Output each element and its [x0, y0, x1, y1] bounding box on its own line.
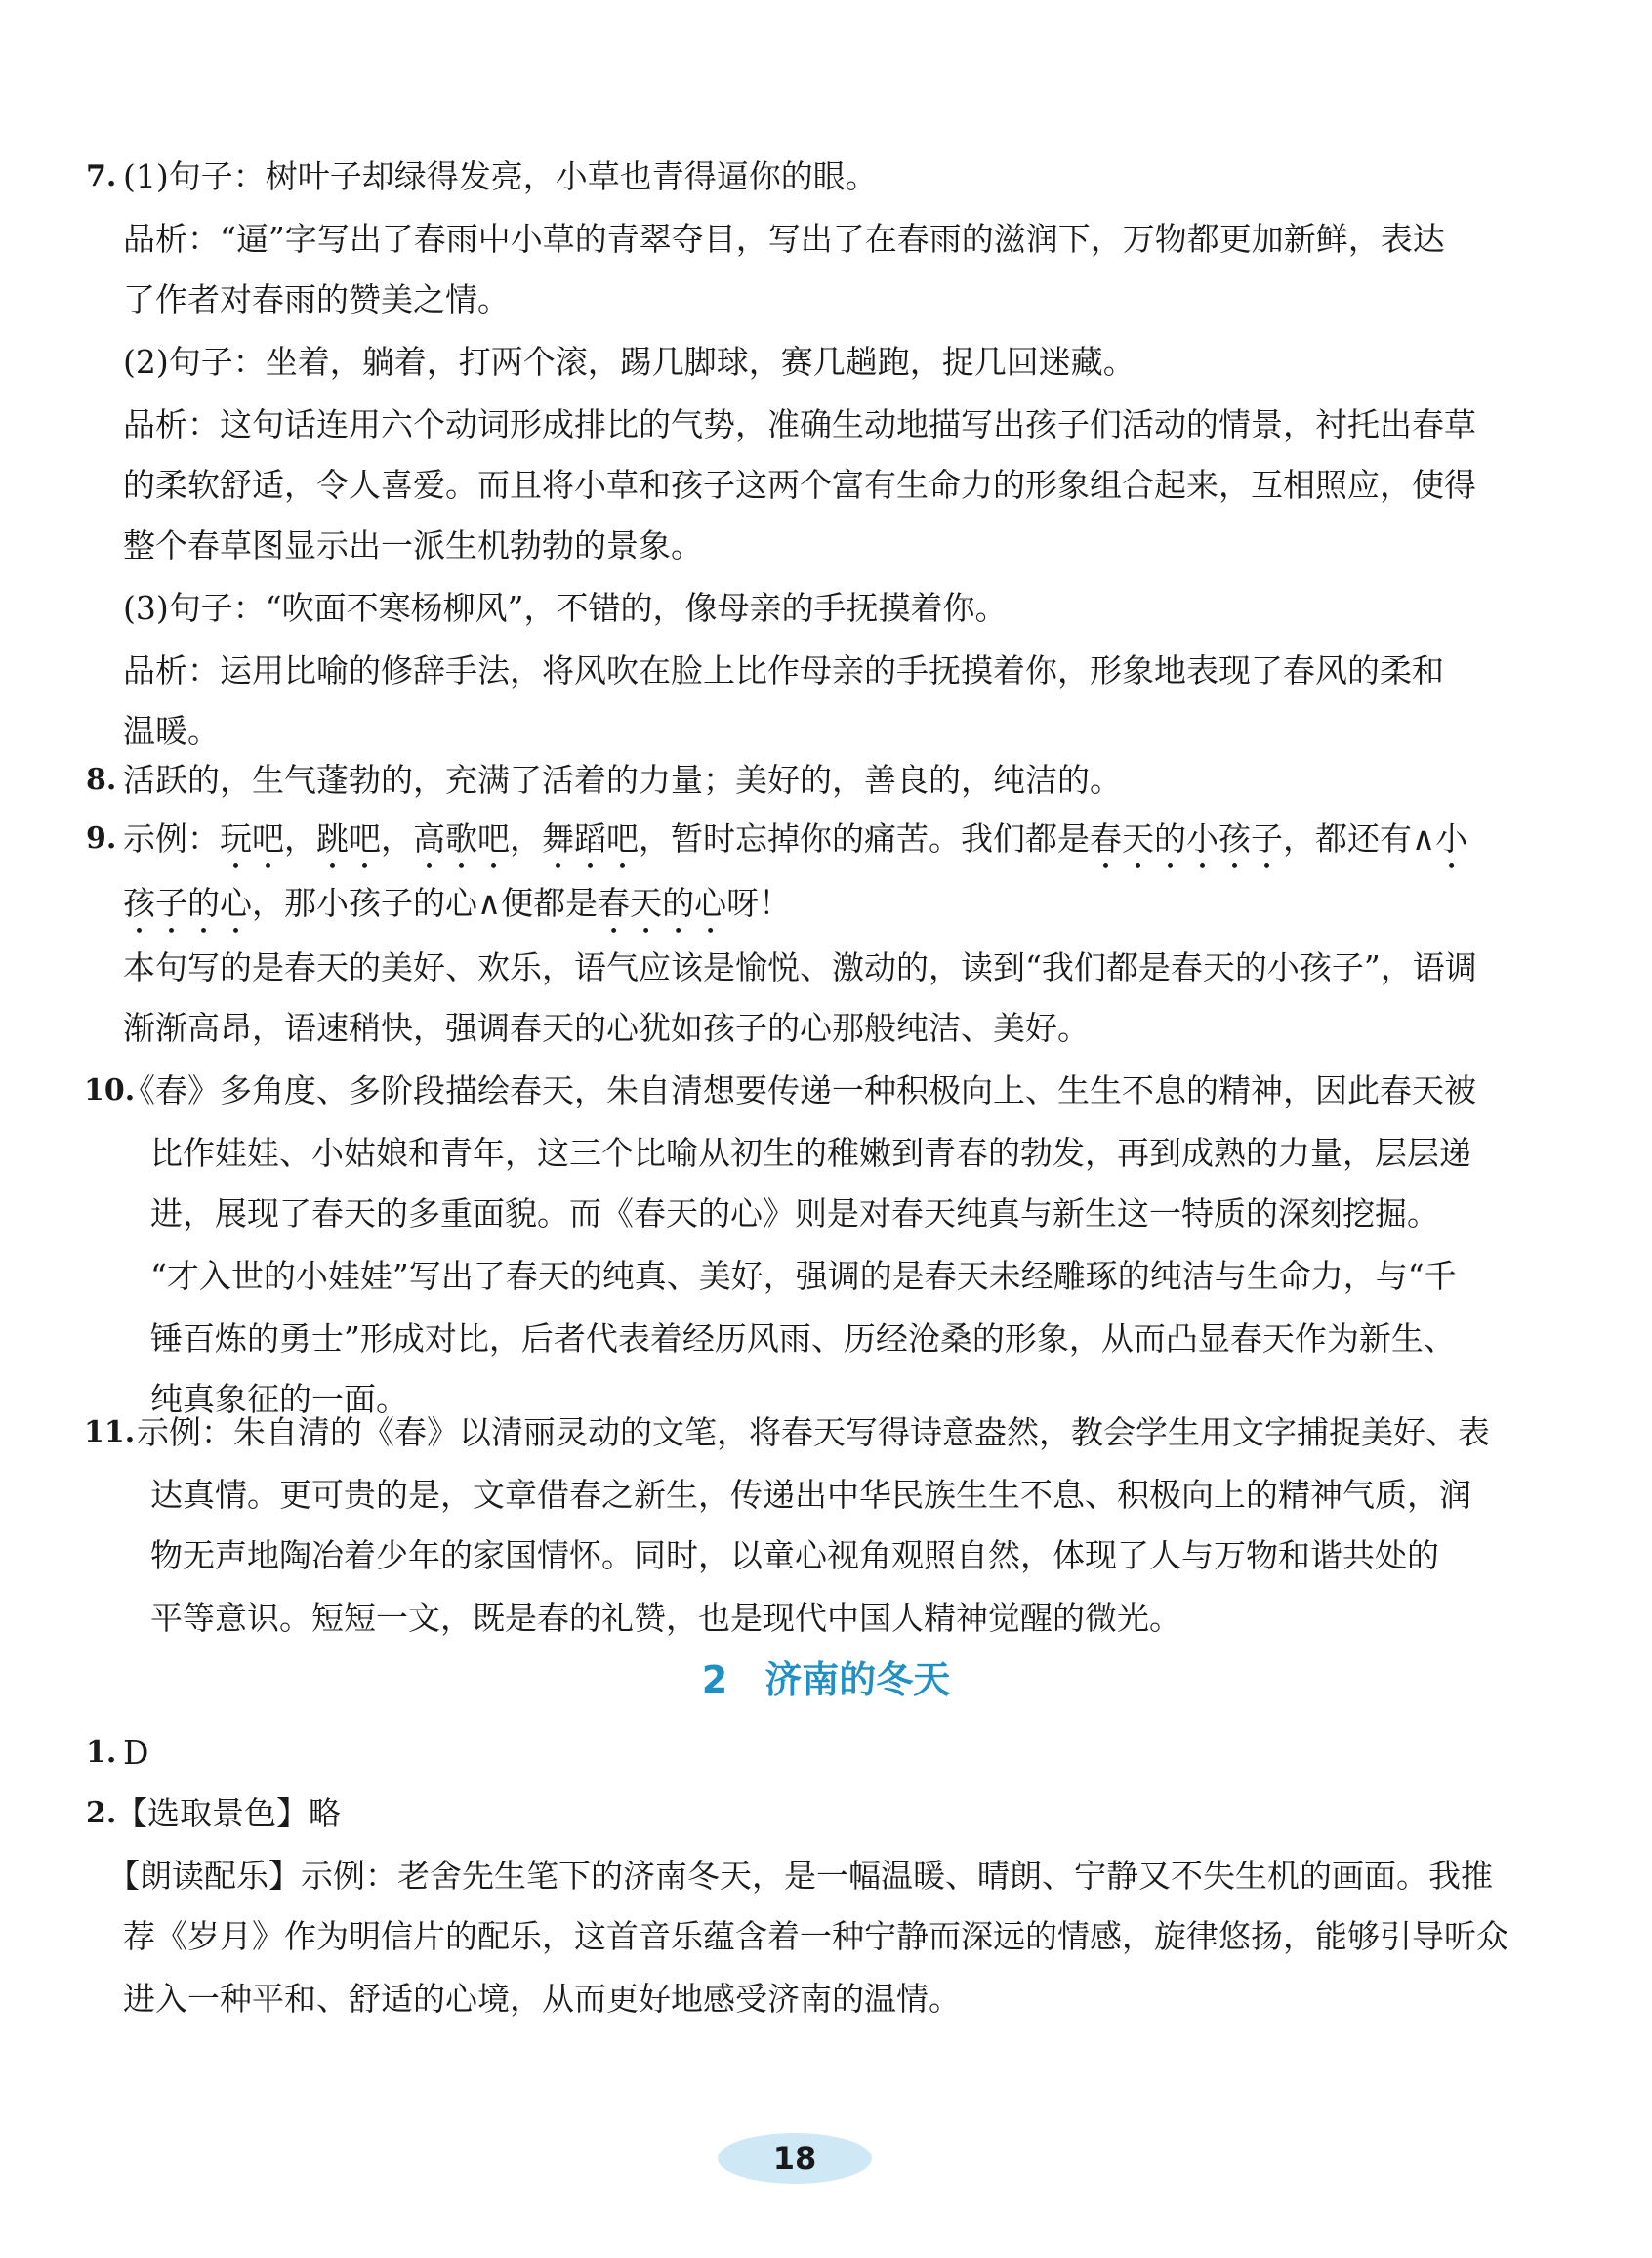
question-number: 2.	[86, 1796, 117, 1830]
question-number: 1.	[86, 1735, 117, 1770]
text-line: 【选取景色】略	[115, 1794, 341, 1832]
text-line: 达真情。更可贵的是，文章借春之新生，传递出中华民族生生不息、积极向上的精神气质，润	[150, 1476, 1471, 1514]
text-line: 品析：“逼”字写出了春雨中小草的青翠夺目，写出了在春雨的滋润下，万物都更加新鲜，表达	[123, 220, 1445, 258]
text-line: (3)句子：“吹面不寒杨柳风”，不错的，像母亲的手抚摸着你。	[123, 589, 1008, 627]
text-line: 品析：这句话连用六个动词形成排比的气势，准确生动地描写出孩子们活动的情景，衬托出春草	[123, 405, 1476, 443]
text-line: (2)句子：坐着，躺着，打两个滚，踢几脚球，赛几趟跑，捉几回迷藏。	[123, 343, 1136, 381]
answer-9	[86, 809, 1521, 1053]
emphasis-text: 小	[1435, 819, 1468, 857]
question-number: 8.	[86, 763, 117, 797]
text-line: 纯真象征的一面。	[150, 1380, 408, 1418]
answer-11	[86, 1402, 1521, 1652]
text-line: 渐渐高昂，语速稍快，强调春天的心犹如孩子的心那般纯洁、美好。	[123, 1009, 1090, 1047]
text-line: “才入世的小娃娃”写出了春天的纯真、美好，强调的是春天未经雕琢的纯洁与生命力，与“千	[150, 1257, 1457, 1295]
emphasis-text: 春天的心	[598, 884, 727, 922]
emphasis-text: 春天的小孩子	[1090, 819, 1283, 857]
page-number: 18	[772, 2140, 817, 2177]
text-line: 示例：玩吧，跳吧，高歌吧，舞蹈吧，暂时忘掉你的痛苦。我们都是春天的小孩子，都还有∧小	[123, 819, 1468, 857]
text-line: 【朗读配乐】示例：老舍先生笔下的济南冬天，是一幅温暖、晴朗、宁静又不失生机的画面。我推	[107, 1857, 1493, 1895]
text-line: 的柔软舒适，令人喜爱。而且将小草和孩子这两个富有生命力的形象组合起来，互相照应，使得	[123, 466, 1476, 504]
text-line: 《春》多角度、多阶段描绘春天，朱自清想要传递一种积极向上、生生不息的精神，因此春天被	[123, 1071, 1476, 1109]
text-line: 品析：运用比喻的修辞手法，将风吹在脸上比作母亲的手抚摸着你，形象地表现了春风的柔和	[123, 651, 1444, 690]
text-line: 孩子的心，那小孩子的心∧便都是春天的心呀！	[123, 884, 792, 922]
text-line: 了作者对春雨的赞美之情。	[123, 280, 510, 318]
text-line: 活跃的，生气蓬勃的，充满了活着的力量；美好的，善良的，纯洁的。	[123, 761, 1122, 799]
text-line: 平等意识。短短一文，既是春的礼赞，也是现代中国人精神觉醒的微光。	[150, 1599, 1181, 1637]
question-number: 11.	[84, 1415, 136, 1449]
section-answer-2	[86, 1783, 1521, 2028]
text-line: 进，展现了春天的多重面貌。而《春天的心》则是对春天纯真与新生这一特质的深刻挖掘。	[150, 1194, 1439, 1233]
text-line: D	[123, 1734, 149, 1772]
text-line: 温暖。	[123, 712, 220, 750]
emphasis-text: 玩吧，跳吧，高歌吧，舞蹈吧	[220, 819, 639, 857]
answer-8	[86, 750, 1521, 813]
text-line: 锤百炼的勇士”形成对比，后者代表着经历风雨、历经沧桑的形象，从而凸显春天作为新生、	[150, 1319, 1456, 1358]
text-line: (1)句子：树叶子却绿得发亮，小草也青得逼你的眼。	[123, 157, 878, 195]
question-number: 10.	[84, 1073, 136, 1108]
question-number: 9.	[86, 821, 117, 856]
text-line: 物无声地陶冶着少年的家国情怀。同时，以童心视角观照自然，体现了人与万物和谐共处的	[150, 1536, 1439, 1574]
emphasis-text: 孩子的心	[123, 884, 252, 922]
text-line: 本句写的是春天的美好、欢乐，语气应该是愉悦、激动的，读到“我们都是春天的小孩子”，语调	[123, 948, 1477, 986]
section-title: 2 济南的冬天	[701, 1658, 951, 1701]
text-line: 整个春草图显示出一派生机勃勃的景象。	[123, 526, 703, 564]
text-line: 比作娃娃、小姑娘和青年，这三个比喻从初生的稚嫩到青春的勃发，再到成熟的力量，层层递	[150, 1134, 1471, 1172]
text-line: 示例：朱自清的《春》以清丽灵动的文笔，将春天写得诗意盎然，教会学生用文字捕捉美好、表	[137, 1413, 1490, 1451]
answer-10	[86, 1061, 1521, 1432]
section-answer-1	[86, 1723, 1521, 1785]
answer-7	[86, 146, 1521, 772]
text-line: 荐《岁月》作为明信片的配乐，这首音乐蕴含着一种宁静而深远的情感，旋律悠扬，能够引导听众	[123, 1917, 1508, 1955]
text-line: 进入一种平和、舒适的心境，从而更好地感受济南的温情。	[123, 1980, 961, 2018]
question-number: 7.	[86, 159, 117, 193]
